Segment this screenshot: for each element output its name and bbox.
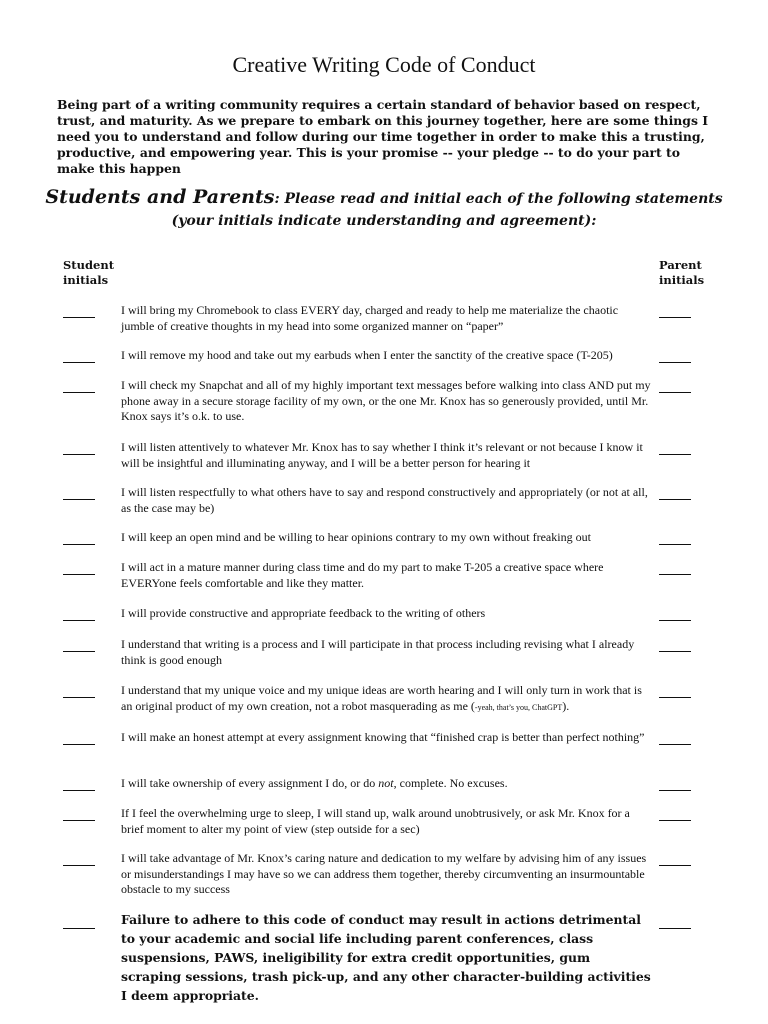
parent-initial-blank[interactable]: [659, 637, 691, 652]
section-heading-lead: Students and Parents: [45, 186, 275, 208]
page-title: Creative Writing Code of Conduct: [232, 52, 536, 77]
student-header-line1: Student: [63, 258, 115, 272]
final-statement: Failure to adhere to this code of conduct may result in actions detrimental to your academic and social life including parent conferences, class suspensions, PAWS, ineligibility for extra credit opportunities, gum scraping sessions, trash pick-up, and any other character-building activities I deem appropriate.: [121, 912, 651, 1003]
student-initial-blank[interactable]: [63, 303, 95, 318]
statement-text: [121, 776, 653, 792]
student-initial-blank[interactable]: [63, 637, 95, 652]
parent-initial-blank[interactable]: [659, 914, 691, 929]
statement-text: I will listen attentively to whatever Mr. Knox has to say whether I think it’s relevant or not because I know it will be insightful and illuminating anyway, and I will be a better person for hearing it: [121, 440, 643, 470]
section-heading-rest: : Please read and initial each of the following statements: [274, 191, 723, 207]
parent-initial-blank[interactable]: [659, 806, 691, 821]
parent-initial-blank[interactable]: [659, 730, 691, 745]
statement-text: [121, 683, 653, 715]
statement-text: If I feel the overwhelming urge to sleep, I will stand up, walk around unobtrusively, or ask Mr. Knox for a brief moment to alter my point of view (step outside for a sec): [121, 806, 630, 836]
statement-text: I understand that writing is a process and I will participate in that process including revising what I already think is good enough: [121, 637, 635, 667]
student-initials-header: [63, 258, 114, 288]
student-header-line2: initials: [63, 273, 109, 287]
student-initial-blank[interactable]: [63, 806, 95, 821]
student-initial-blank[interactable]: [63, 914, 95, 929]
parent-header-line2: initials: [659, 273, 705, 287]
student-initial-blank[interactable]: [63, 560, 95, 575]
statement-text: I will remove my hood and take out my earbuds when I enter the sanctity of the creative space (T-205): [121, 348, 613, 362]
section-heading: [40, 186, 728, 232]
parent-initial-blank[interactable]: [659, 440, 691, 455]
statement-aside: -yeah, that’s you, ChatGPT: [474, 702, 563, 712]
parent-initial-blank[interactable]: [659, 776, 691, 791]
student-initial-blank[interactable]: [63, 851, 95, 866]
section-heading-line2: (your initials indicate understanding and agreement):: [171, 213, 597, 229]
statement-text: I will bring my Chromebook to class EVERY day, charged and ready to help me materialize the chaotic jumble of creative thoughts in my head into some organized manner on “paper”: [121, 303, 619, 333]
parent-initial-blank[interactable]: [659, 851, 691, 866]
student-initial-blank[interactable]: [63, 776, 95, 791]
parent-initial-blank[interactable]: [659, 303, 691, 318]
statement-text: I will provide constructive and appropriate feedback to the writing of others: [121, 606, 486, 620]
statement-text: I will keep an open mind and be willing to hear opinions contrary to my own without freaking out: [121, 530, 591, 544]
statement-text: I will take advantage of Mr. Knox’s caring nature and dedication to my welfare by advising him of any issues or misunderstandings I may have so we can address them together, thereby circumventing an insurmountable obstacle to my success: [121, 851, 647, 896]
student-initial-blank[interactable]: [63, 485, 95, 500]
parent-initial-blank[interactable]: [659, 378, 691, 393]
statement-text-end: ).: [562, 698, 570, 713]
parent-initials-header: [659, 258, 704, 288]
parent-initial-blank[interactable]: [659, 606, 691, 621]
student-initial-blank[interactable]: [63, 683, 95, 698]
parent-header-line1: Parent: [659, 258, 702, 272]
parent-initial-blank[interactable]: [659, 485, 691, 500]
parent-initial-blank[interactable]: [659, 348, 691, 363]
statement-text-end: , complete. No excuses.: [393, 776, 508, 790]
student-initial-blank[interactable]: [63, 530, 95, 545]
parent-initial-blank[interactable]: [659, 530, 691, 545]
student-initial-blank[interactable]: [63, 440, 95, 455]
statement-emphasis: not: [378, 776, 394, 790]
student-initial-blank[interactable]: [63, 348, 95, 363]
intro-paragraph: Being part of a writing community requires a certain standard of behavior based on respect, trust, and maturity. As we prepare to embark on this journey together, here are some things I need you to understand and follow during our time together in order to make this a trusting, productive, and empowering year. This is your promise -- your pledge -- to do your part to make this happen: [57, 97, 709, 176]
statement-text-main: I will take ownership of every assignment I do, or do: [121, 776, 379, 790]
student-initial-blank[interactable]: [63, 730, 95, 745]
parent-initial-blank[interactable]: [659, 683, 691, 698]
student-initial-blank[interactable]: [63, 606, 95, 621]
statement-text-main: I understand that my unique voice and my unique ideas are worth hearing and I will only turn in work that is an original product of my own creation, not a robot masquerading as me (: [121, 683, 642, 713]
statement-text: I will act in a mature manner during class time and do my part to make T-205 a creative space where EVERYone feels comfortable and like they matter.: [121, 560, 604, 590]
statement-text: I will make an honest attempt at every assignment knowing that “finished crap is better than perfect nothing”: [121, 730, 645, 744]
student-initial-blank[interactable]: [63, 378, 95, 393]
parent-initial-blank[interactable]: [659, 560, 691, 575]
statement-text: I will check my Snapchat and all of my highly important text messages before walking into class AND put my phone away in a secure storage facility of my own, or the one Mr. Knox has so generously provided, until Mr. Knox says it’s o.k. to use.: [121, 378, 651, 423]
statement-text: I will listen respectfully to what others have to say and respond constructively and appropriately (or not at all, as the case may be): [121, 485, 648, 515]
